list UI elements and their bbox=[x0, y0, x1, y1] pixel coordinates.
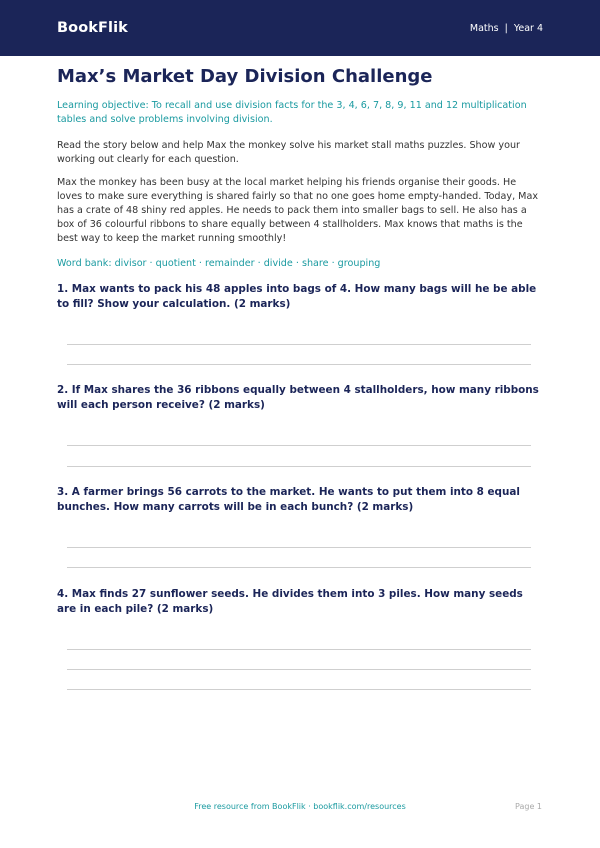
subject-label: Maths bbox=[469, 22, 499, 34]
answer-line[interactable] bbox=[67, 364, 531, 365]
answer-line[interactable] bbox=[67, 466, 531, 467]
year-label: Year 4 bbox=[513, 22, 543, 34]
subject-year bbox=[470, 23, 543, 34]
answer-line[interactable] bbox=[67, 669, 531, 670]
page-header bbox=[0, 0, 600, 56]
answer-line[interactable] bbox=[67, 445, 531, 446]
learning-objective: Learning objective: To recall and use division facts for the 3, 4, 6, 7, 8, 9, 11 and 12 multiplication tables and solve problems involving division. bbox=[57, 100, 527, 125]
page-title: Max’s Market Day Division Challenge bbox=[57, 66, 433, 87]
answer-line[interactable] bbox=[67, 547, 531, 548]
page-number: Page 1 bbox=[515, 802, 542, 811]
story-text: Max the monkey has been busy at the local market helping his friends organise their goods. He loves to make sure everything is shared fairly so that no one goes home empty-handed. Today, Max has a crate of 48 shiny red apples. He needs to pack them into smaller bags to sell. He also has a box of 36 colourful ribbons to share equally between 4 stallholders. Max knows that maths is the best way to keep the market running smoothly! bbox=[57, 177, 539, 244]
brand-logo[interactable]: BookFlik bbox=[57, 20, 128, 36]
answer-line[interactable] bbox=[67, 567, 531, 568]
instructions: Read the story below and help Max the monkey solve his market stall maths puzzles. Show your working out clearly for each question. bbox=[57, 140, 520, 165]
question-3: 3. A farmer brings 56 carrots to the market. He wants to put them into 8 equal bunches. How many carrots will be in each bunch? (2 marks) bbox=[57, 486, 520, 513]
answer-line[interactable] bbox=[67, 649, 531, 650]
worksheet-intro bbox=[57, 66, 543, 271]
question-4: 4. Max finds 27 sunflower seeds. He divides them into 3 piles. How many seeds are in each pile? (2 marks) bbox=[57, 588, 523, 615]
meta-separator: | bbox=[504, 22, 508, 34]
word-bank: Word bank: divisor · quotient · remainder · divide · share · grouping bbox=[57, 258, 381, 269]
footer-link[interactable]: Free resource from BookFlik · bookflik.com/resources bbox=[194, 802, 406, 811]
answer-line[interactable] bbox=[67, 689, 531, 690]
question-1: 1. Max wants to pack his 48 apples into bags of 4. How many bags will he be able to fill? Show your calculation. (2 marks) bbox=[57, 283, 537, 310]
answer-line[interactable] bbox=[67, 344, 531, 345]
question-2: 2. If Max shares the 36 ribbons equally between 4 stallholders, how many ribbons will each person receive? (2 marks) bbox=[57, 384, 539, 411]
